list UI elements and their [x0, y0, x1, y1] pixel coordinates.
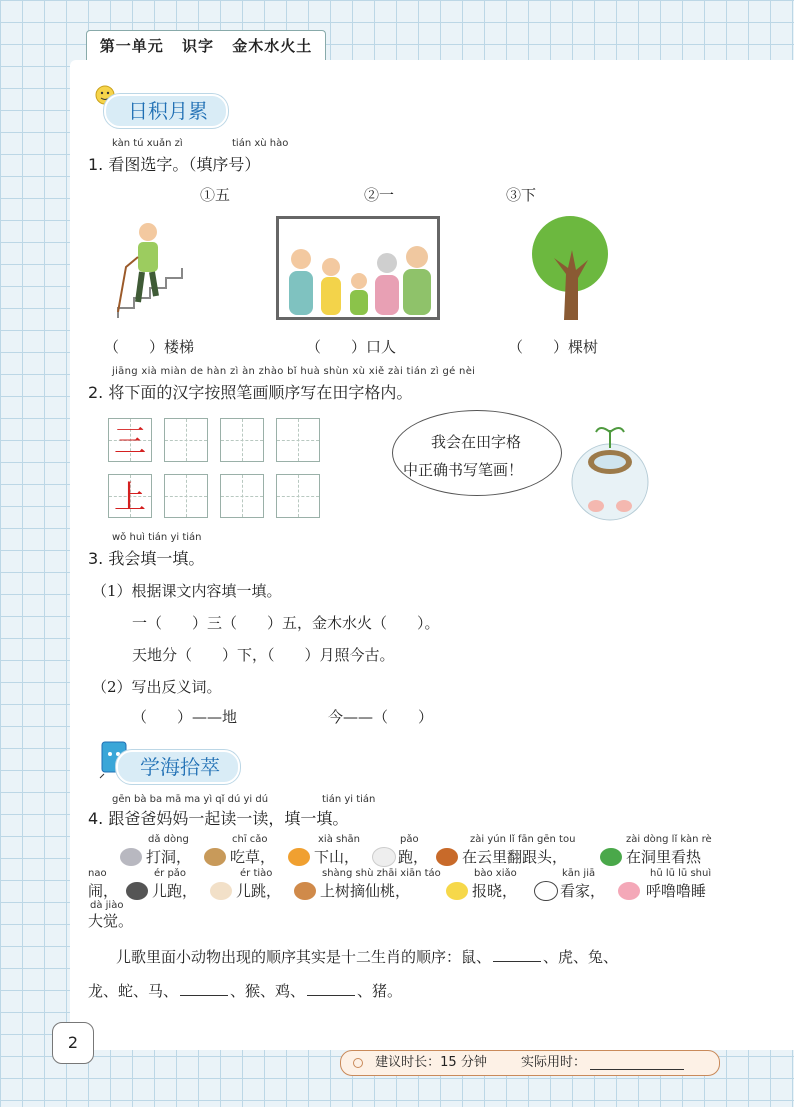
q4-fill-line-1 — [116, 946, 618, 967]
answer-blank[interactable] — [180, 981, 228, 996]
time-box — [340, 1050, 720, 1076]
pinyin: ér pǎo — [154, 868, 187, 879]
q4-pinyin-b: tián yi tián — [322, 794, 376, 805]
bubble-line: 我会在田字格 — [431, 433, 522, 451]
pinyin: xià shān — [318, 834, 361, 845]
fill-text: 、虎、兔、 — [543, 948, 619, 966]
q2-pinyin: jiāng xià miàn de hàn zì àn zhào bǐ huà shùn xù xiě zài tián zì gé nèi — [112, 366, 476, 377]
q1-title: 1. 看图选字。（填序号） — [88, 155, 261, 174]
q4-title: 4. 跟爸爸妈妈一起读一读，填一填。 — [88, 809, 349, 828]
snake-icon — [598, 846, 624, 866]
mascot-illustration — [566, 420, 656, 524]
verse-text: 大觉。 — [88, 912, 134, 930]
section-title: 学海拾萃 — [140, 755, 220, 779]
fill-text: 、猴、鸡、 — [230, 982, 306, 1000]
q3-pinyin: wǒ huì tián yi tián — [112, 532, 202, 543]
actual-time-blank[interactable] — [590, 1055, 684, 1070]
pinyin: chī cǎo — [232, 834, 268, 845]
fill-text: 儿歌里面小动物出现的顺序其实是十二生肖的顺序：鼠、 — [116, 948, 492, 966]
q1-answer[interactable]: （ ）口人 — [306, 338, 397, 356]
q1-option: ③下 — [506, 186, 537, 204]
tree-illustration — [526, 214, 614, 322]
tian-grid-cell — [108, 418, 152, 462]
pinyin: zài dòng lǐ kàn rè — [626, 834, 712, 845]
q3-sub1: （1）根据课文内容填一填。 — [92, 582, 282, 600]
q3-line2[interactable]: 天地分（ ）下，（ ）月照今古。 — [132, 646, 395, 664]
section-banner-learning — [116, 750, 240, 784]
verse-text: 在云里翻跟头， — [462, 848, 568, 866]
q1-pinyin-a: kàn tú xuǎn zì — [112, 138, 183, 149]
pinyin: kān jiā — [562, 868, 596, 879]
verse-text: 下山， — [314, 848, 360, 866]
stairs-illustration — [108, 212, 194, 322]
dot-icon — [353, 1058, 363, 1068]
pinyin: shàng shù zhāi xiān táo — [322, 868, 441, 879]
tian-grid-cell[interactable] — [220, 474, 264, 518]
unit-header — [86, 30, 326, 61]
q4-pinyin-a: gēn bà ba mā ma yì qǐ dú yi dú — [112, 794, 269, 805]
verse-text: 呼噜噜睡 — [646, 882, 707, 900]
horse-icon — [124, 880, 150, 900]
fill-text: 、猪。 — [357, 982, 403, 1000]
pinyin: zài yún lǐ fān gēn tou — [470, 834, 576, 845]
rooster-icon — [444, 880, 470, 900]
sheep-icon — [208, 880, 234, 900]
verse-text: 看家， — [560, 882, 606, 900]
fill-text: 龙、蛇、马、 — [88, 982, 179, 1000]
q3-sub2: （2）写出反义词。 — [92, 678, 222, 696]
verse-text: 儿跑， — [152, 882, 198, 900]
pinyin: hū lū lū shuì — [650, 868, 712, 879]
verse-text: 跑， — [398, 848, 429, 866]
tian-grid-cell[interactable] — [164, 474, 208, 518]
pinyin: nao — [88, 868, 107, 879]
tian-grid-cell[interactable] — [276, 418, 320, 462]
pinyin: dǎ dòng — [148, 834, 189, 845]
q4-fill-line-2 — [88, 980, 402, 1001]
verse-text: 上树摘仙桃， — [320, 882, 411, 900]
tian-grid-cell[interactable] — [220, 418, 264, 462]
section-title: 日积月累 — [128, 99, 208, 123]
unit-label: 第一单元 — [99, 37, 164, 55]
verse-text: 报晓， — [472, 882, 518, 900]
mouse-icon — [118, 846, 144, 866]
page-number: 2 — [52, 1022, 94, 1064]
monkey-icon — [292, 880, 318, 900]
dog-icon — [532, 880, 560, 901]
q1-pinyin-b: tián xù hào — [232, 138, 289, 149]
tian-grid-cell[interactable] — [276, 474, 320, 518]
q3-line3b[interactable]: 今——（ ） — [328, 708, 434, 726]
suggested-time: 建议时长：15 分钟 — [375, 1055, 487, 1070]
verse-text: 儿跳， — [236, 882, 282, 900]
answer-blank[interactable] — [307, 981, 355, 996]
tian-grid-cell — [108, 474, 152, 518]
lesson-type: 识字 — [181, 37, 214, 55]
ox-icon — [202, 846, 228, 866]
q1-option: ②一 — [364, 186, 395, 204]
verse-text: 吃草， — [230, 848, 276, 866]
actual-time-label: 实际用时： — [520, 1055, 586, 1070]
speech-bubble — [392, 410, 562, 496]
q3-line3a[interactable]: （ ）——地 — [132, 708, 238, 726]
q3-title: 3. 我会填一填。 — [88, 549, 205, 568]
pig-icon — [616, 880, 642, 900]
pinyin: ér tiào — [240, 868, 273, 879]
q2-title: 2. 将下面的汉字按照笔画顺序写在田字格内。 — [88, 383, 413, 402]
pinyin: bào xiǎo — [474, 868, 517, 879]
q3-line1[interactable]: 一（ ）三（ ）五，金木水火（ ）。 — [132, 614, 440, 632]
verse-text: 在洞里看热 — [626, 848, 702, 866]
tiger-icon — [286, 846, 312, 866]
pinyin: dà jiào — [90, 900, 124, 911]
family-illustration — [276, 216, 440, 320]
rabbit-icon — [370, 846, 398, 867]
q1-answer[interactable]: （ ）楼梯 — [104, 338, 195, 356]
dragon-icon — [434, 846, 460, 866]
answer-blank[interactable] — [493, 947, 541, 962]
model-char: 三 — [113, 422, 146, 460]
model-char: 上 — [113, 478, 146, 516]
bubble-line: 中正确书写笔画！ — [403, 461, 524, 479]
section-banner-daily — [104, 94, 228, 128]
tian-grid-cell[interactable] — [164, 418, 208, 462]
pinyin: pǎo — [400, 834, 419, 845]
verse-text: 打洞， — [146, 848, 192, 866]
q1-option: ①五 — [200, 186, 231, 204]
lesson-title: 金木水火土 — [232, 37, 313, 55]
verse-text: 闹， — [88, 882, 119, 900]
q1-answer[interactable]: （ ）棵树 — [508, 338, 599, 356]
